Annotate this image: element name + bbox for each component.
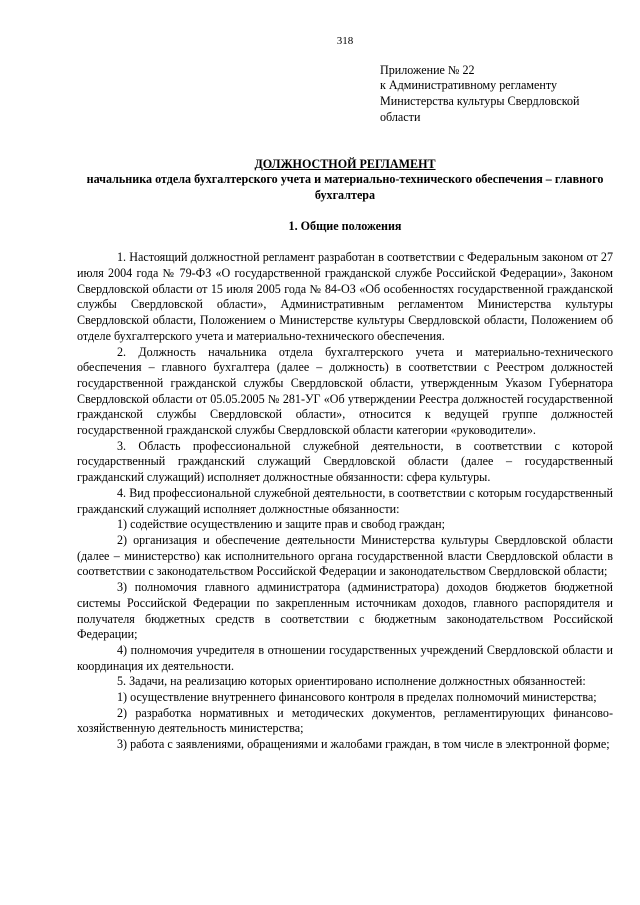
document-subtitle: начальника отдела бухгалтерского учета и материально-технического обеспечения – главного бухгалтера <box>86 172 604 202</box>
list-item: 2) организация и обеспечение деятельности Министерства культуры Свердловской области (далее – министерство) как исполнительного органа государственной власти Свердловской области в соответствии с законодательством Российской Федерации и законодательством Свердловской области; <box>77 532 613 579</box>
list-item: 3) полномочия главного администратора (администратора) доходов бюджетов бюджетной системы Российской Федерации по закрепленным источникам доходов, главного распорядителя и получателя бюджетных средств в соответствии с бюджетным законодательством Российской Федерации; <box>77 580 613 642</box>
page-number: 318 <box>336 35 354 47</box>
paragraph: 3. Область профессиональной служебной деятельности, в соответствии с которой государственный гражданский служащий Свердловской области (далее – государственный гражданский служащий) исполняет должностные обязанности: сфера культуры. <box>77 438 613 485</box>
paragraph: 2. Должность начальника отдела бухгалтерского учета и материально-технического обеспечения – главного бухгалтера (далее – должность) в соответствии с Реестром должностей государственной гражданской службы Свердловской области, утвержденным Указом Губернатора Свердловской области от 05.05.2005 № 281-УГ «Об утверждении Реестра должностей государственной гражданской службы Свердловской области», относится к ведущей группе должностей государственной гражданской службы Свердловской области категории «руководители». <box>77 344 613 438</box>
appendix-line: области <box>380 109 421 124</box>
appendix-line: к Административному регламенту <box>380 78 558 93</box>
section-heading: 1. Общие положения <box>288 218 402 233</box>
document-body <box>77 250 613 753</box>
appendix-line: Приложение № 22 <box>380 62 475 77</box>
appendix-line: Министерства культуры Свердловской <box>380 94 580 109</box>
appendix-note <box>380 63 613 126</box>
list-item: 2) разработка нормативных и методических документов, регламентирующих финансово-хозяйственную деятельность министерства; <box>77 705 613 736</box>
document-title: ДОЛЖНОСТНОЙ РЕГЛАМЕНТ <box>254 156 436 171</box>
list-item: 1) осуществление внутреннего финансового контроля в пределах полномочий министерства; <box>117 690 597 705</box>
paragraph: 5. Задачи, на реализацию которых ориентировано исполнение должностных обязанностей: <box>117 674 586 689</box>
list-item: 1) содействие осуществлению и защите прав и свобод граждан; <box>117 517 445 532</box>
list-item: 3) работа с заявлениями, обращениями и жалобами граждан, в том числе в электронной форме; <box>117 737 610 752</box>
paragraph: 4. Вид профессиональной служебной деятельности, в соответствии с которым государственный гражданский служащий исполняет должностные обязанности: <box>77 485 613 516</box>
list-item: 4) полномочия учредителя в отношении государственных учреждений Свердловской области и координация их деятельности. <box>77 642 613 673</box>
paragraph: 1. Настоящий должностной регламент разработан в соответствии с Федеральным законом от 27 июля 2004 года № 79-ФЗ «О государственной гражданской службе Российской Федерации», Законом Свердловской области от 15 июля 2005 года № 84-ОЗ «Об особенностях государственной гражданской службы Свердловской области», Административным регламентом Министерства культуры Свердловской области, Положением о Министерстве культуры Свердловской области, Положением об отделе бухгалтерского учета и материально-технического обеспечения. <box>77 250 613 343</box>
